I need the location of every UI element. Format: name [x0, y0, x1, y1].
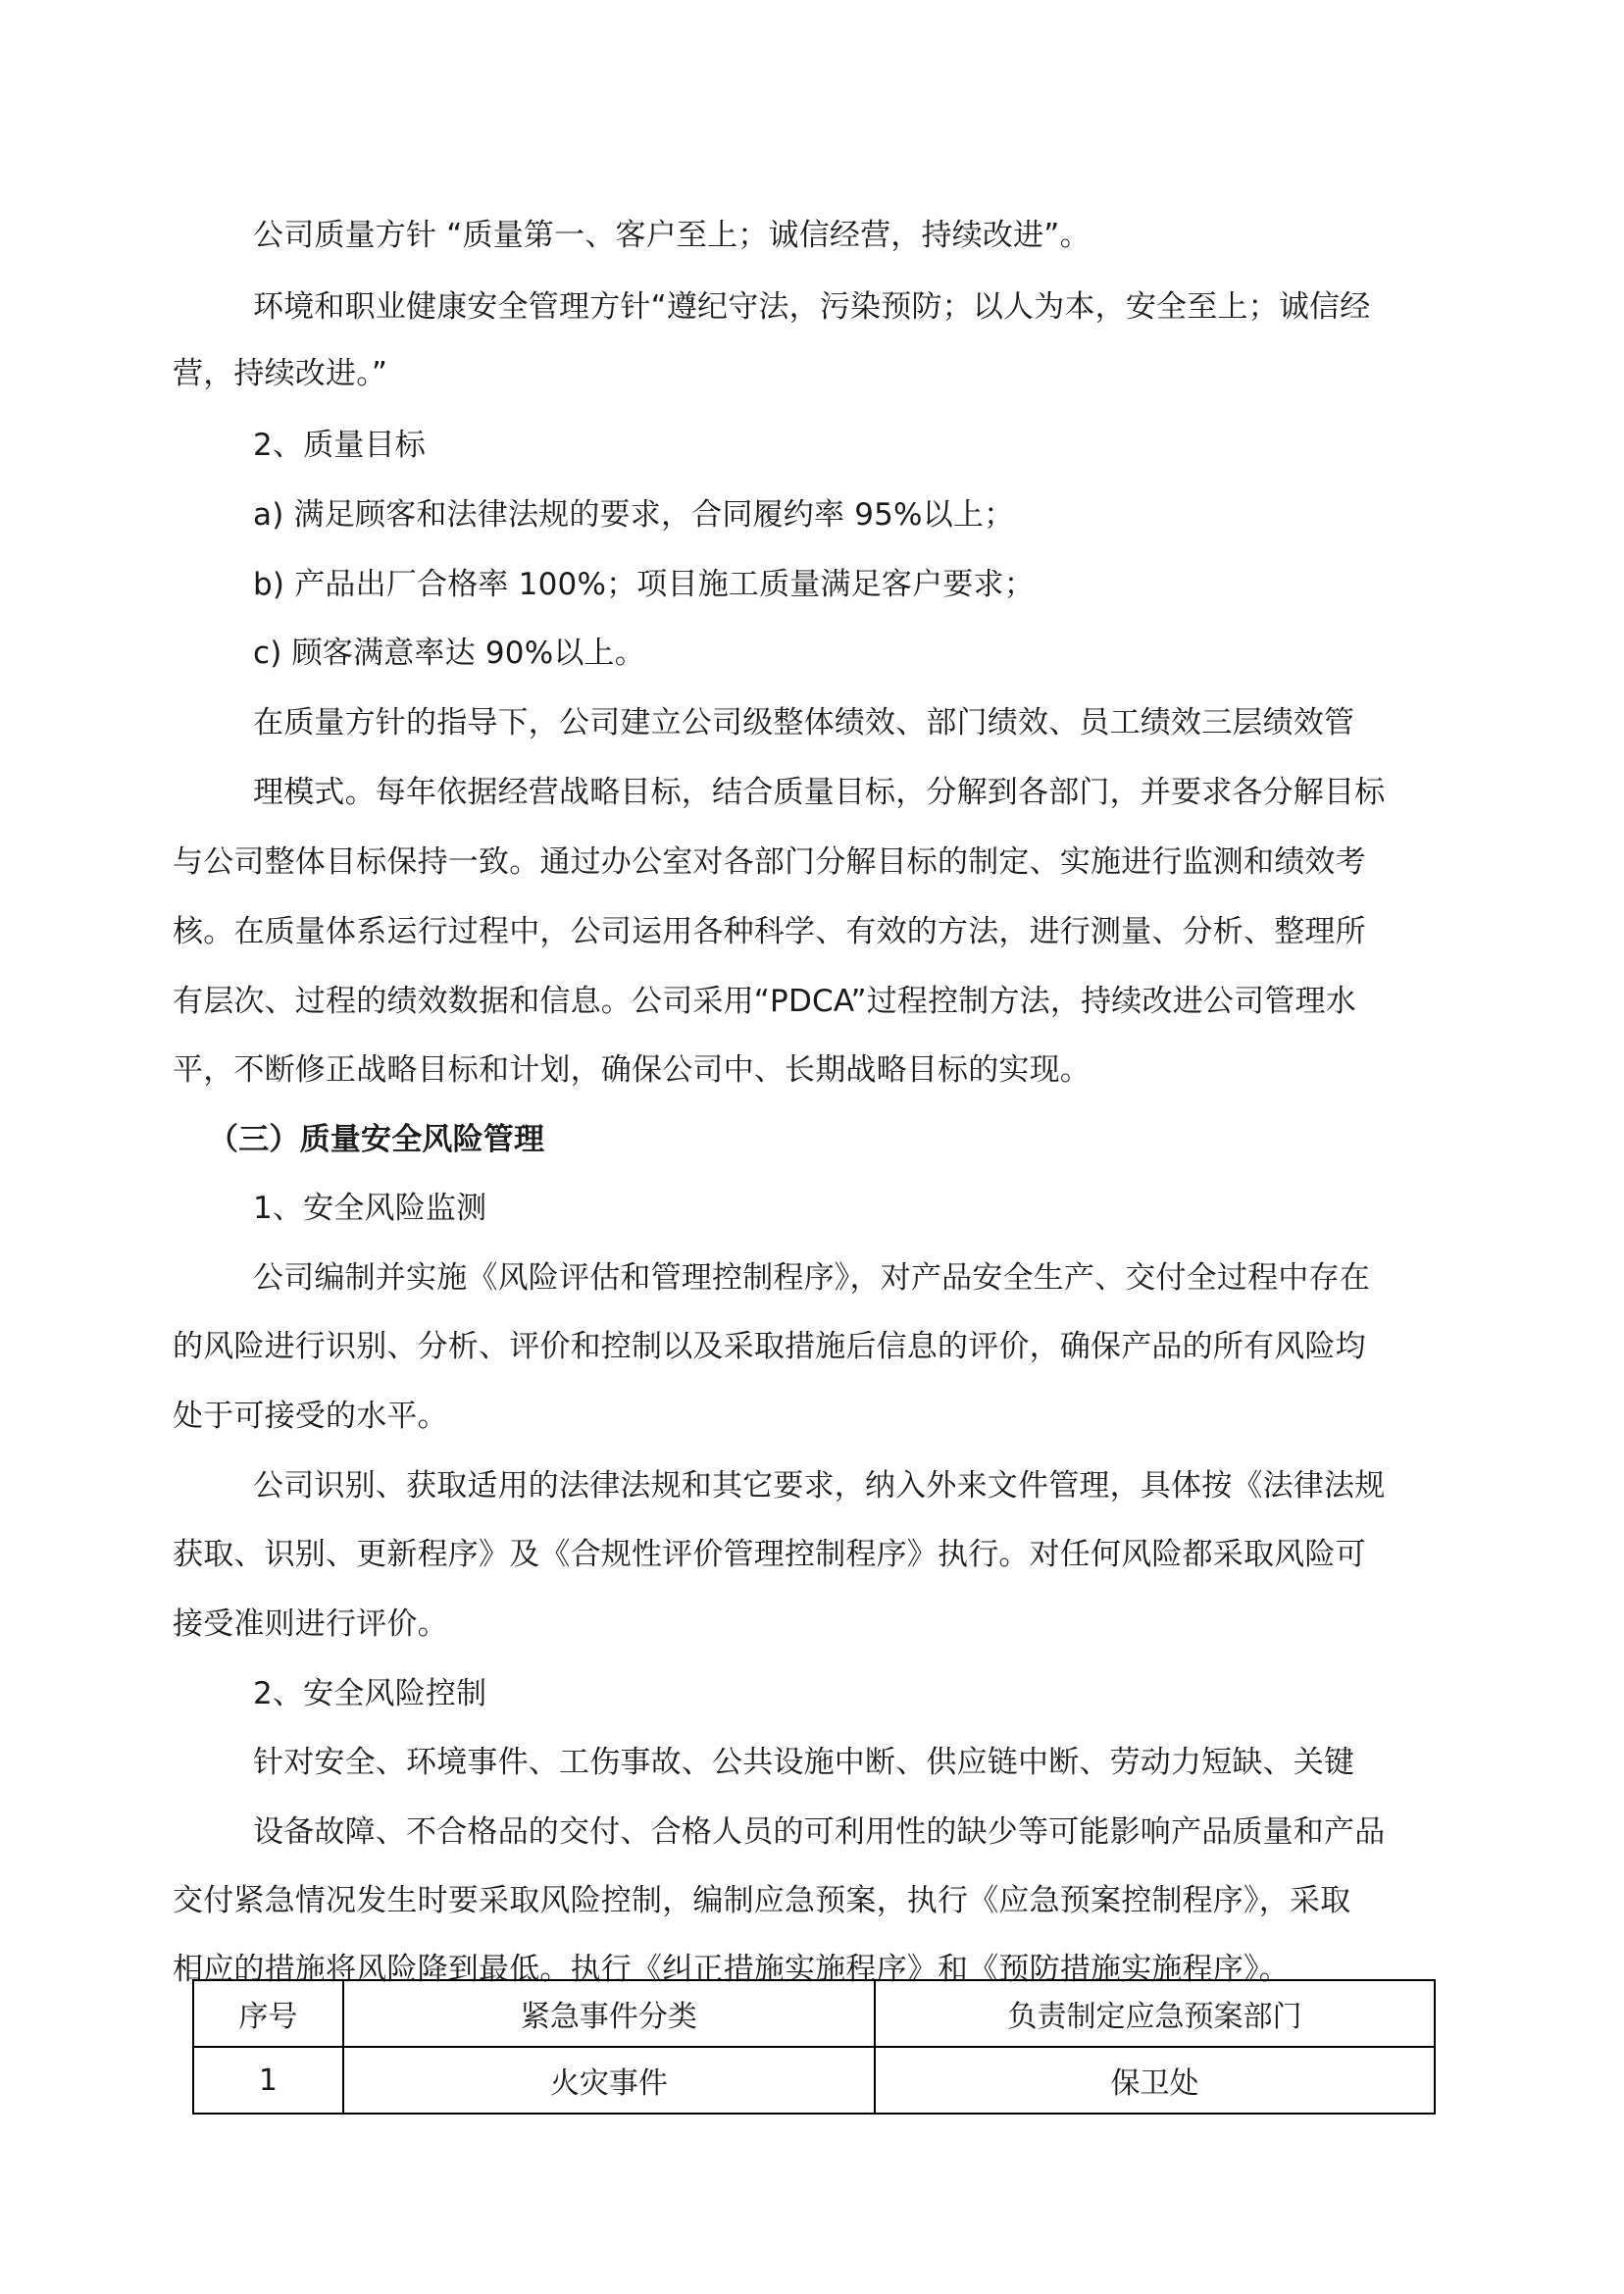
cell-responsible-dept: 保卫处 — [875, 2047, 1435, 2114]
performance-paragraph-line: 核。在质量体系运行过程中，公司运用各种科学、有效的方法，进行测量、分析、整理所 — [173, 914, 1366, 949]
header-serial: 序号 — [193, 1980, 343, 2047]
quality-goals-heading: 2、质量目标 — [253, 428, 426, 463]
table-header-row — [193, 1980, 1435, 2047]
law-paragraph-line: 获取、识别、更新程序》及《合规性评价管理控制程序》执行。对任何风险都采取风险可 — [173, 1537, 1366, 1572]
performance-paragraph-line: 与公司整体目标保持一致。通过办公室对各部门分解目标的制定、实施进行监测和绩效考 — [173, 844, 1366, 880]
control-paragraph-line: 设备故障、不合格品的交付、合格人员的可利用性的缺少等可能影响产品质量和产品 — [253, 1814, 1386, 1850]
cell-event-category: 火灾事件 — [343, 2047, 875, 2114]
monitor-paragraph-line: 处于可接受的水平。 — [173, 1399, 448, 1434]
performance-paragraph-line: 平，不断修正战略目标和计划，确保公司中、长期战略目标的实现。 — [173, 1052, 1091, 1088]
performance-paragraph-line: 在质量方针的指导下，公司建立公司级整体绩效、部门绩效、员工绩效三层绩效管 — [253, 705, 1355, 740]
risk-monitor-heading: 1、安全风险监测 — [253, 1191, 487, 1226]
goal-a-item: a) 满足顾客和法律法规的要求，合同履约率 95%以上； — [253, 497, 1015, 533]
header-event-category: 紧急事件分类 — [343, 1980, 875, 2047]
law-paragraph-line: 接受准则进行评价。 — [173, 1606, 448, 1642]
monitor-paragraph-line: 的风险进行识别、分析、评价和控制以及采取措施后信息的评价，确保产品的所有风险均 — [173, 1329, 1366, 1364]
ehs-policy-text-cont: 营，持续改进。” — [173, 356, 388, 391]
goal-b-item: b) 产品出厂合格率 100%；项目施工质量满足客户要求； — [253, 567, 1035, 602]
control-paragraph-line: 交付紧急情况发生时要采取风险控制，编制应急预案，执行《应急预案控制程序》，采取 — [173, 1883, 1351, 1918]
emergency-plan-table — [192, 1979, 1436, 2115]
ehs-policy-text: 环境和职业健康安全管理方针“遵纪守法，污染预防；以人为本，安全至上；诚信经 — [253, 289, 1371, 325]
law-paragraph-line: 公司识别、获取适用的法律法规和其它要求，纳入外来文件管理，具体按《法律法规 — [253, 1468, 1386, 1504]
header-responsible-dept: 负责制定应急预案部门 — [875, 1980, 1435, 2047]
control-paragraph-line: 针对安全、环境事件、工伤事故、公共设施中断、供应链中断、劳动力短缺、关键 — [253, 1745, 1355, 1780]
risk-control-heading: 2、安全风险控制 — [253, 1676, 487, 1711]
quality-policy-text: 公司质量方针 “质量第一、客户至上；诚信经营，持续改进”。 — [253, 218, 1091, 253]
section-heading: （三）质量安全风险管理 — [208, 1122, 545, 1157]
performance-paragraph-line: 理模式。每年依据经营战略目标，结合质量目标，分解到各部门，并要求各分解目标 — [253, 775, 1386, 810]
control-paragraph-line: 相应的措施将风险降到最低。执行《纠正措施实施程序》和《预防措施实施程序》。 — [173, 1952, 1290, 1987]
monitor-paragraph-line: 公司编制并实施《风险评估和管理控制程序》，对产品安全生产、交付全过程中存在 — [253, 1260, 1370, 1296]
performance-paragraph-line: 有层次、过程的绩效数据和信息。公司采用“PDCA”过程控制方法，持续改进公司管理水 — [173, 984, 1356, 1019]
cell-serial: 1 — [193, 2047, 343, 2114]
goal-c-item: c) 顾客满意率达 90%以上。 — [253, 636, 645, 671]
table-row — [193, 2047, 1435, 2114]
